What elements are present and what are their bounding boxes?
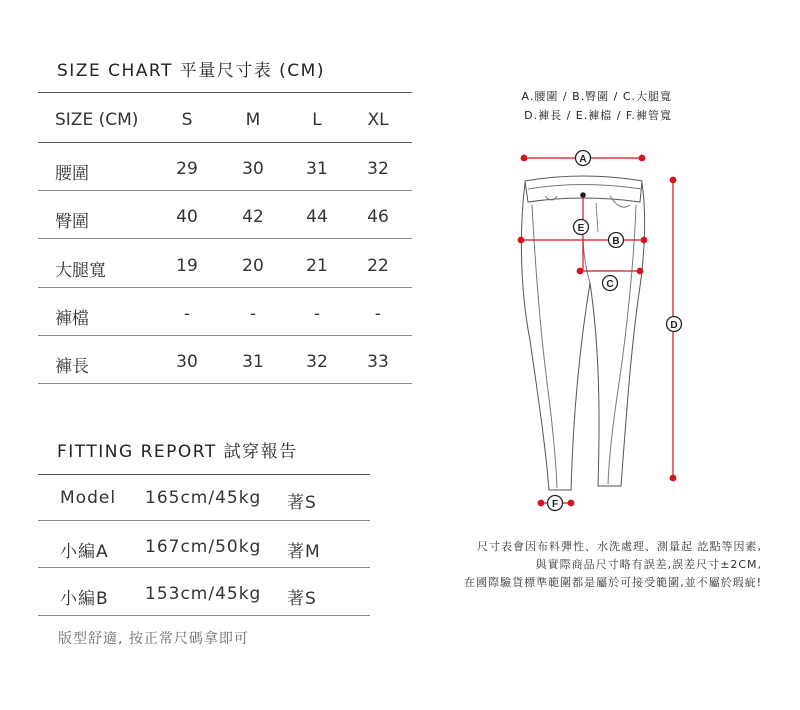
header-size-label: SIZE (CM)	[55, 110, 139, 130]
table-cell: 44	[306, 207, 328, 227]
table-cell: -	[249, 304, 257, 324]
table-cell: 32	[306, 352, 328, 372]
row-label-length: 褲長	[55, 357, 89, 377]
legend-line-1: A.腰圍 / B.臀圍 / C.大腿寬	[521, 90, 672, 103]
row-label-thigh: 大腿寬	[55, 261, 106, 281]
table-cell: 40	[176, 207, 198, 227]
table-cell: 31	[242, 352, 264, 372]
table-cell: 32	[367, 159, 389, 179]
fit-note: 版型舒適, 按正常尺碼拿即可	[58, 631, 249, 647]
fit-name: Model	[60, 488, 117, 508]
legend-line-2: D.褲長 / E.褲檔 / F.褲管寬	[524, 109, 672, 122]
table-cell: 46	[367, 207, 389, 227]
header-size-m: M	[245, 110, 261, 130]
marker-f	[548, 496, 563, 511]
marker-e	[574, 220, 589, 235]
table-cell: 42	[242, 207, 264, 227]
header-size-xl: XL	[367, 110, 389, 130]
fitting-report-title: FITTING REPORT 試穿報告	[57, 442, 298, 462]
table-cell: 31	[306, 159, 328, 179]
header-size-s: S	[181, 110, 193, 130]
table-cell: 20	[242, 256, 264, 276]
fit-name: 小編A	[60, 542, 109, 562]
table-cell: 30	[242, 159, 264, 179]
row-label-waist: 腰圍	[55, 164, 89, 184]
marker-d	[667, 317, 682, 332]
marker-a	[576, 151, 591, 166]
fit-size: 著S	[287, 589, 317, 609]
measurement-notice	[464, 538, 762, 592]
notice-line-1: 尺寸表會因布料彈性、水洗處理、測量起 訖點等因素,	[477, 540, 762, 553]
header-size-l: L	[312, 110, 322, 130]
table-cell: 19	[176, 256, 198, 276]
fit-measure: 165cm/45kg	[145, 488, 262, 508]
marker-b-label: B	[612, 236, 620, 247]
marker-c	[603, 276, 618, 291]
marker-d-label: D	[670, 320, 678, 331]
table-cell: 30	[176, 352, 198, 372]
marker-e-label: E	[577, 223, 585, 234]
marker-b	[609, 233, 624, 248]
row-label-hip: 臀圍	[55, 212, 89, 232]
row-label-rise: 褲檔	[55, 309, 89, 329]
table-cell: 22	[367, 256, 389, 276]
fit-size: 著M	[287, 542, 321, 562]
table-cell: 33	[367, 352, 389, 372]
table-cell: 21	[306, 256, 328, 276]
table-cell: -	[374, 304, 382, 324]
table-cell: -	[313, 304, 321, 324]
table-cell: 29	[176, 159, 198, 179]
size-chart-title: SIZE CHART 平量尺寸表 (CM)	[57, 61, 325, 81]
marker-a-label: A	[579, 154, 587, 165]
marker-f-label: F	[551, 499, 559, 510]
marker-c-label: C	[606, 279, 614, 290]
fit-size: 著S	[287, 493, 317, 513]
notice-line-2: 與實際商品尺寸略有誤差,誤差尺寸±2CM,	[535, 558, 762, 571]
fit-measure: 153cm/45kg	[145, 584, 262, 604]
table-cell: -	[183, 304, 191, 324]
notice-line-3: 在國際驗貨標準範圍都是屬於可接受範圍,並不屬於瑕疵!	[464, 576, 762, 589]
fit-name: 小編B	[60, 589, 109, 609]
fit-measure: 167cm/50kg	[145, 537, 262, 557]
